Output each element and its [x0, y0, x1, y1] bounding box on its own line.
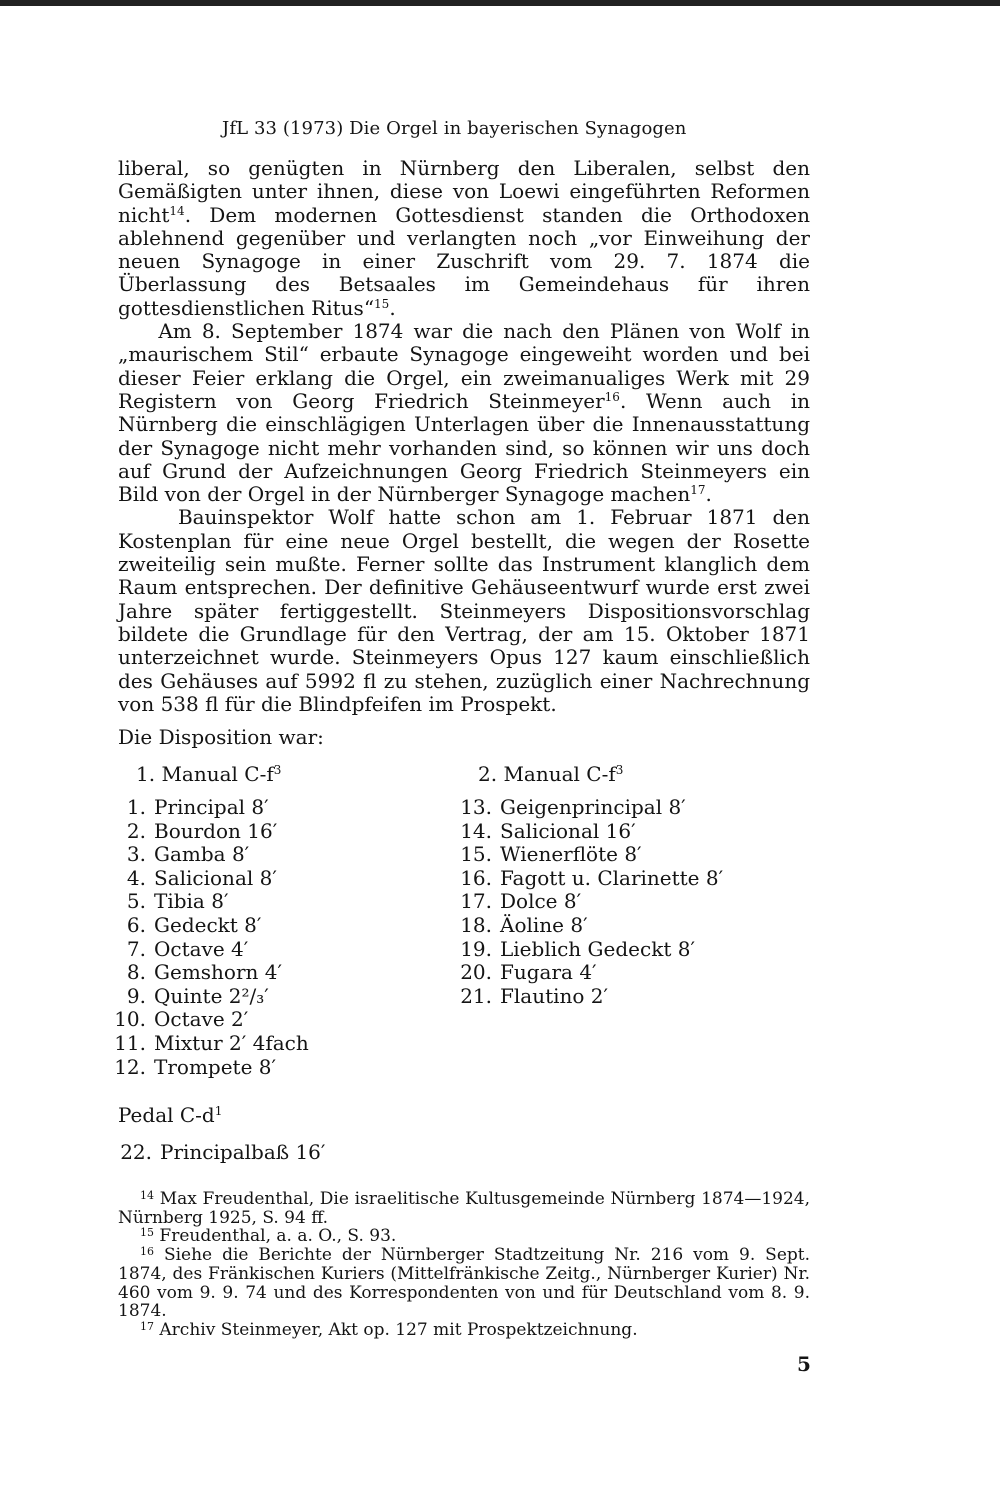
footnote-16	[118, 1246, 810, 1321]
register-number: 7.	[126, 936, 146, 961]
paragraph-2-text-cont: . Wenn auch in Nürnberg die einschlägigen Unterlagen über die Innenausstattung der Synagoge nicht mehr vorhanden sind, so können wir uns doch auf Grund der Aufzeichnungen Georg Friedrich Steinmeyers ein Bild von der Orgel in der Nürnberger Synagoge machen	[118, 388, 810, 507]
paragraph-3	[118, 506, 810, 716]
register-number: 3.	[126, 842, 146, 867]
register-number: 18.	[460, 912, 492, 937]
register-name: Gemshorn 4′	[154, 960, 283, 985]
footnote-ref-15: 15	[374, 296, 390, 311]
register-name: Octave 2′	[154, 1007, 249, 1032]
register-number: 5.	[126, 889, 146, 914]
register-name: Flautino 2′	[500, 983, 609, 1008]
register-item	[460, 890, 723, 914]
footnote-14	[118, 1190, 810, 1227]
register-item	[460, 867, 723, 891]
footnote-text: Freudenthal, a. a. O., S. 93.	[159, 1226, 397, 1247]
register-name: Tibia 8′	[154, 889, 229, 914]
register-number: 15.	[460, 842, 492, 867]
register-item	[112, 843, 309, 867]
register-item	[460, 961, 723, 985]
register-name: Fugara 4′	[500, 960, 597, 985]
manual-1-title-text: 1. Manual C-f	[136, 762, 274, 786]
footnote-text: Archiv Steinmeyer, Akt op. 127 mit Prospektzeichnung.	[159, 1319, 638, 1340]
register-name: Principalbaß 16′	[160, 1140, 326, 1164]
page-number: 5	[797, 1352, 811, 1376]
register-item	[112, 914, 309, 938]
manual-2-register-list	[460, 796, 723, 1008]
register-name: Wienerflöte 8′	[500, 842, 642, 867]
footnote-17	[118, 1321, 810, 1340]
register-name: Quinte 2²/₃′	[154, 983, 269, 1008]
register-number: 10.	[114, 1007, 146, 1032]
footnote-15	[118, 1227, 810, 1246]
paragraph-3-text: Bauinspektor Wolf hatte schon am 1. Februar 1871 den Kostenplan für eine neue Orgel bestellt, die wegen der Rosette zweiteilig sein mußte. Ferner sollte das Instrument klanglich dem Raum entsprechen. Der definitive Gehäuseentwurf wurde erst zwei Jahre später fertiggestellt. Steinmeyers Dispositionsvorschlag bildete die Grundlage für den Vertrag, der am 15. Oktober 1871 unterzeichnet wurde. Steinmeyers Opus 127 kaum einschließlich des Gehäuses auf 5992 fl zu stehen, zuzüglich einer Nachrechnung von 538 fl für die Blindpfeifen im Prospekt.	[118, 505, 810, 716]
body-text	[118, 157, 810, 716]
register-item	[460, 820, 723, 844]
manual-2-title	[478, 762, 623, 786]
register-number: 11.	[114, 1030, 146, 1055]
paragraph-1-text-cont: . Dem modernen Gottesdienst standen die Orthodoxen ablehnend gegenüber und verlangten noch „vor Einweihung der neuen Synagoge in einer Zuschrift vom 29. 7. 1874 die Überlassung des Betsaales im Gemeindehaus für ihren gottesdienstlichen Ritus“	[118, 202, 810, 320]
register-number: 19.	[460, 936, 492, 961]
register-name: Trompete 8′	[154, 1054, 277, 1079]
register-name: Salicional 16′	[500, 818, 636, 843]
register-name: Salicional 8′	[154, 865, 277, 890]
manual-1-title-sup: 3	[273, 763, 282, 777]
register-item	[112, 867, 309, 891]
manual-1-register-list	[112, 796, 309, 1079]
register-number: 13.	[460, 795, 492, 819]
register-item	[112, 890, 309, 914]
register-name: Octave 4′	[154, 936, 249, 961]
paragraph-1	[118, 157, 810, 320]
pedal-register	[118, 1140, 325, 1164]
footnote-marker	[118, 1190, 154, 1209]
register-number: 16.	[460, 865, 492, 890]
register-number: 14.	[460, 818, 492, 843]
register-name: Bourdon 16′	[154, 818, 278, 843]
paragraph-2	[118, 320, 810, 506]
footnote-ref-16: 16	[604, 389, 620, 404]
footnote-marker	[118, 1227, 154, 1246]
paragraph-2-text: Am 8. September 1874 war die nach den Plänen von Wolf in „maurischem Stil“ erbaute Synagoge eingeweiht worden und bei dieser Feier erklang die Orgel, ein zweimanualiges Werk mit 29 Registern von Georg Friedrich Steinmeyer	[118, 319, 810, 413]
paragraph-2-end: .	[705, 482, 712, 507]
paragraph-1-text: liberal, so genügten in Nürnberg den Liberalen, selbst den Gemäßigten unter ihnen, diese von Loewi eingeführten Reformen nicht	[118, 156, 810, 227]
register-item	[112, 1056, 309, 1080]
register-item	[112, 985, 309, 1009]
register-number: 17.	[460, 889, 492, 914]
manual-1-title	[136, 762, 281, 786]
register-number: 12.	[114, 1054, 146, 1079]
register-item	[460, 843, 723, 867]
register-number: 9.	[126, 983, 146, 1008]
pedal-title	[118, 1103, 222, 1127]
disposition-intro: Die Disposition war:	[118, 725, 324, 749]
register-number: 22.	[120, 1140, 152, 1164]
footnotes	[118, 1190, 810, 1340]
footnote-ref-17: 17	[690, 483, 706, 498]
register-item	[112, 820, 309, 844]
register-item	[112, 1008, 309, 1032]
register-number: 21.	[460, 983, 492, 1008]
register-name: Gamba 8′	[154, 842, 250, 867]
register-name: Mixtur 2′ 4fach	[154, 1030, 309, 1055]
paragraph-1-end: .	[389, 295, 396, 320]
running-header: JfL 33 (1973) Die Orgel in bayerischen Synagogen	[222, 118, 687, 139]
footnote-marker	[118, 1246, 154, 1265]
footnote-number: 15	[140, 1226, 154, 1240]
register-item	[112, 1032, 309, 1056]
footnote-number: 16	[140, 1245, 154, 1259]
register-number: 20.	[460, 960, 492, 985]
footnote-marker	[118, 1321, 154, 1340]
register-item	[460, 985, 723, 1009]
register-number: 1.	[126, 795, 146, 819]
register-number: 2.	[126, 818, 146, 843]
register-name: Geigenprincipal 8′	[500, 795, 686, 819]
footnote-ref-14: 14	[169, 203, 185, 218]
register-name: Gedeckt 8′	[154, 912, 262, 937]
top-border-rule	[0, 0, 1000, 6]
pedal-title-sup: 1	[214, 1104, 223, 1118]
register-name: Principal 8′	[154, 795, 269, 819]
footnote-text: Siehe die Berichte der Nürnberger Stadtzeitung Nr. 216 vom 9. Sept. 1874, des Fränkischen Kuriers (Mittelfränkische Zeitg., Nürnberger Kurier) Nr. 460 vom 9. 9. 74 und des Korrespondenten von und für Deutschland vom 8. 9. 1874.	[118, 1245, 811, 1322]
footnote-text: Max Freudenthal, Die israelitische Kultusgemeinde Nürnberg 1874—1924, Nürnberg 1925, S. 94 ff.	[118, 1189, 811, 1228]
register-item	[112, 938, 309, 962]
register-item	[460, 938, 723, 962]
register-item	[112, 796, 309, 820]
register-number: 4.	[126, 865, 146, 890]
register-number: 8.	[126, 960, 146, 985]
register-name: Lieblich Gedeckt 8′	[500, 936, 695, 961]
register-name: Dolce 8′	[500, 889, 582, 914]
register-item	[112, 961, 309, 985]
manual-2-title-sup: 3	[615, 763, 624, 777]
footnote-number: 17	[140, 1319, 154, 1333]
register-item	[460, 914, 723, 938]
pedal-title-text: Pedal C-d	[118, 1103, 215, 1127]
register-name: Äoline 8′	[500, 912, 588, 937]
register-item	[460, 796, 723, 820]
manual-2-title-text: 2. Manual C-f	[478, 762, 616, 786]
register-name: Fagott u. Clarinette 8′	[500, 865, 724, 890]
register-number: 6.	[126, 912, 146, 937]
footnote-number: 14	[140, 1189, 154, 1202]
